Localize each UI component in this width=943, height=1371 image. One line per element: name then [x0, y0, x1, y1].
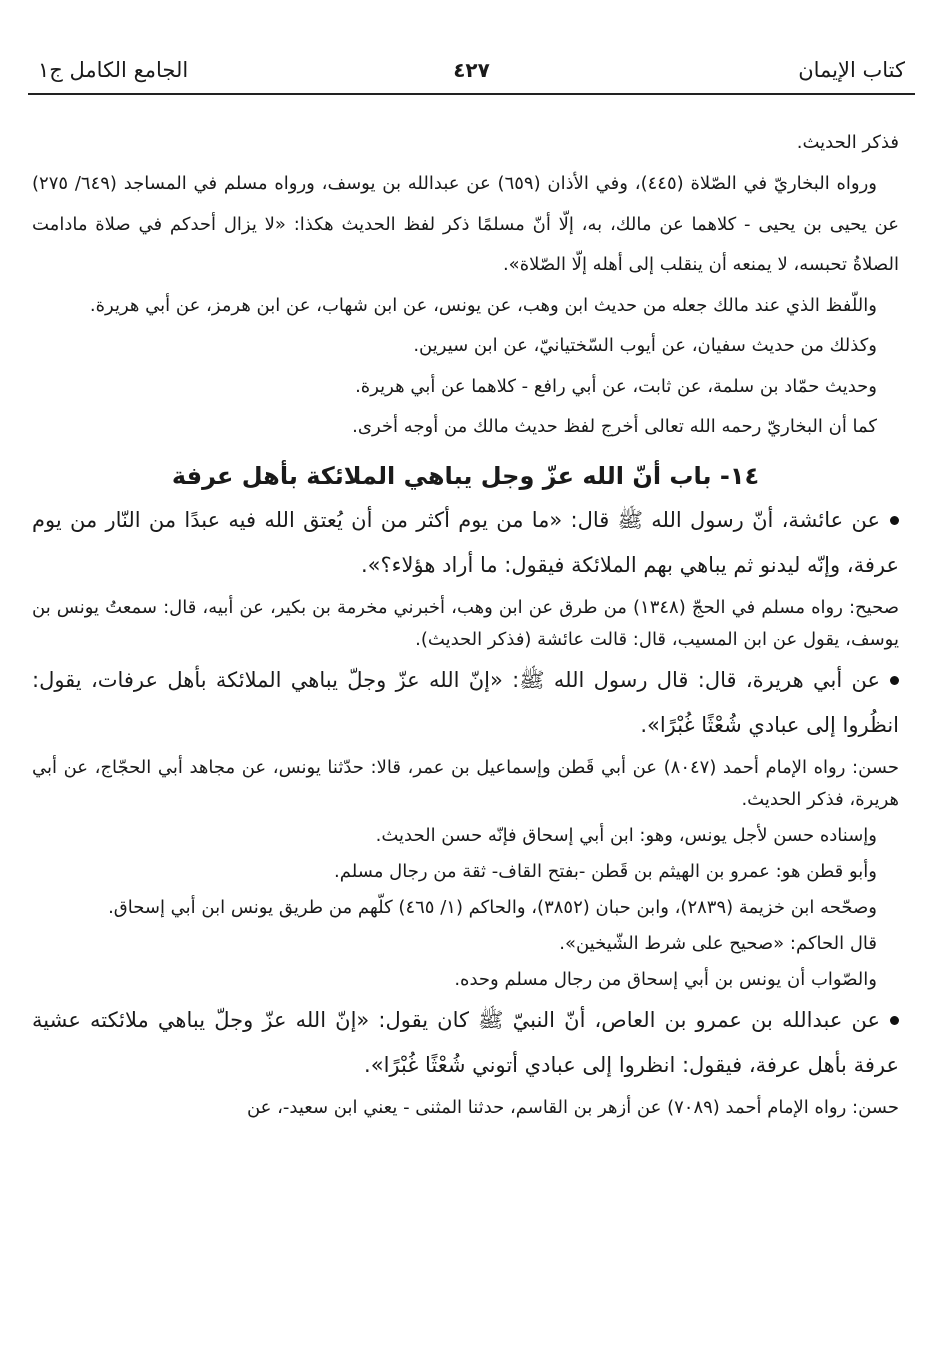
hadith-body: عن أبي هريرة، قال: قال رسول الله ﷺ: «إنّ الله عزّ وجلّ يباهي الملائكة بأهل عرفات، يقول: انظُروا إلى عبادي شُعْثًا غُبْرًا». — [32, 667, 899, 737]
bullet-icon — [890, 676, 899, 685]
hadith-note: وإسناده حسن لأجل يونس، وهو: ابن أبي إسحاق فإنّه حسن الحديث. — [375, 824, 877, 846]
paragraph: ورواه البخاريّ في الصّلاة (٤٤٥)، وفي الأذان (٦٥٩) عن عبدالله بن يوسف، ورواه مسلم في المساجد (٦٤٩/ ٢٧٥) عن يحيى بن يحيى - كلاهما عن مالك، به، إلّا أنّ مسلمًا ذكر لفظ الحديث هكذا: «لا يزال أحدكم في صلاة مادامت الصلاةُ تحبسه، لا يمنعه أن ينقلب إلى أهله إلّا الصّلاة». — [32, 173, 899, 275]
hadith-note: صحيح: رواه مسلم في الحجّ (١٣٤٨) من طرق عن ابن وهب، أخبرني مخرمة بن بكير، عن أبيه، قال: سمعتُ يونس بن يوسف، يقول عن ابن المسيب، قال: قالت عائشة (فذكر الحديث). — [32, 596, 899, 650]
paragraph: وكذلك من حديث سفيان، عن أيوب السّختيانيّ، عن ابن سيرين. — [413, 335, 877, 356]
hadith-note: حسن: رواه الإمام أحمد (٧٠٨٩) عن أزهر بن القاسم، حدثنا المثنى - يعني ابن سعيد-، عن — [246, 1096, 899, 1118]
paragraph: كما أن البخاريّ رحمه الله تعالى أخرج لفظ حديث مالك من أوجه أخرى. — [352, 416, 877, 437]
page-number: ٤٢٧ — [453, 58, 490, 82]
hadith-text — [32, 498, 899, 588]
hadith-text — [32, 998, 899, 1088]
hadith-note: حسن: رواه الإمام أحمد (٨٠٤٧) عن أبي قَطن وإسماعيل بن عمر، قالا: حدّثنا يونس، عن مجاهد أبي الحجّاج، عن أبي هريرة، فذكر الحديث. — [32, 756, 899, 810]
hadith-body: عن عبدالله بن عمرو بن العاص، أنّ النبيّ ﷺ كان يقول: «إنّ الله عزّ وجلّ يباهي ملائكته عشية عرفة بأهل عرفة، فيقول: انظروا إلى عبادي أتوني شُعْثًا غُبْرًا». — [32, 1007, 899, 1077]
bullet-icon — [890, 1016, 899, 1025]
hadith-note: قال الحاكم: «صحيح على شرط الشّيخين». — [559, 932, 877, 954]
hadith-note: وصحّحه ابن خزيمة (٢٨٣٩)، وابن حبان (٣٨٥٢)، والحاكم (١/ ٤٦٥) كلّهم من طريق يونس ابن أبي إسحاق. — [108, 896, 877, 918]
header-book-title: الجامع الكامل ج١ — [38, 58, 189, 82]
hadith-body: عن عائشة، أنّ رسول الله ﷺ قال: «ما من يوم أكثر من أن يُعتق الله فيه عبدًا من النّار من يوم عرفة، وإنّه ليدنو ثم يباهي بهم الملائكة فيقول: ما أراد هؤلاء؟». — [32, 507, 899, 577]
paragraph: فذكر الحديث. — [796, 132, 899, 153]
paragraph: وحديث حمّاد بن سلمة، عن ثابت، عن أبي رافع - كلاهما عن أبي هريرة. — [355, 375, 877, 397]
page-body — [32, 126, 899, 1126]
hadith-note: والصّواب أن يونس بن أبي إسحاق من رجال مسلم وحده. — [454, 968, 877, 990]
hadith-text — [32, 658, 899, 748]
hadith-note: وأبو قطن هو: عمرو بن الهيثم بن قَطن -بفتح القاف- ثقة من رجال مسلم. — [334, 860, 877, 882]
running-header — [38, 50, 905, 90]
header-book-section: كتاب الإيمان — [798, 58, 905, 82]
chapter-heading: ١٤- باب أنّ الله عزّ وجل يباهي الملائكة بأهل عرفة — [171, 461, 760, 490]
bullet-icon — [890, 516, 899, 525]
header-divider — [28, 93, 915, 95]
paragraph: واللّفظ الذي عند مالك جعله من حديث ابن وهب، عن يونس، عن ابن شهاب، عن ابن هرمز، عن أبي هريرة. — [89, 294, 877, 316]
